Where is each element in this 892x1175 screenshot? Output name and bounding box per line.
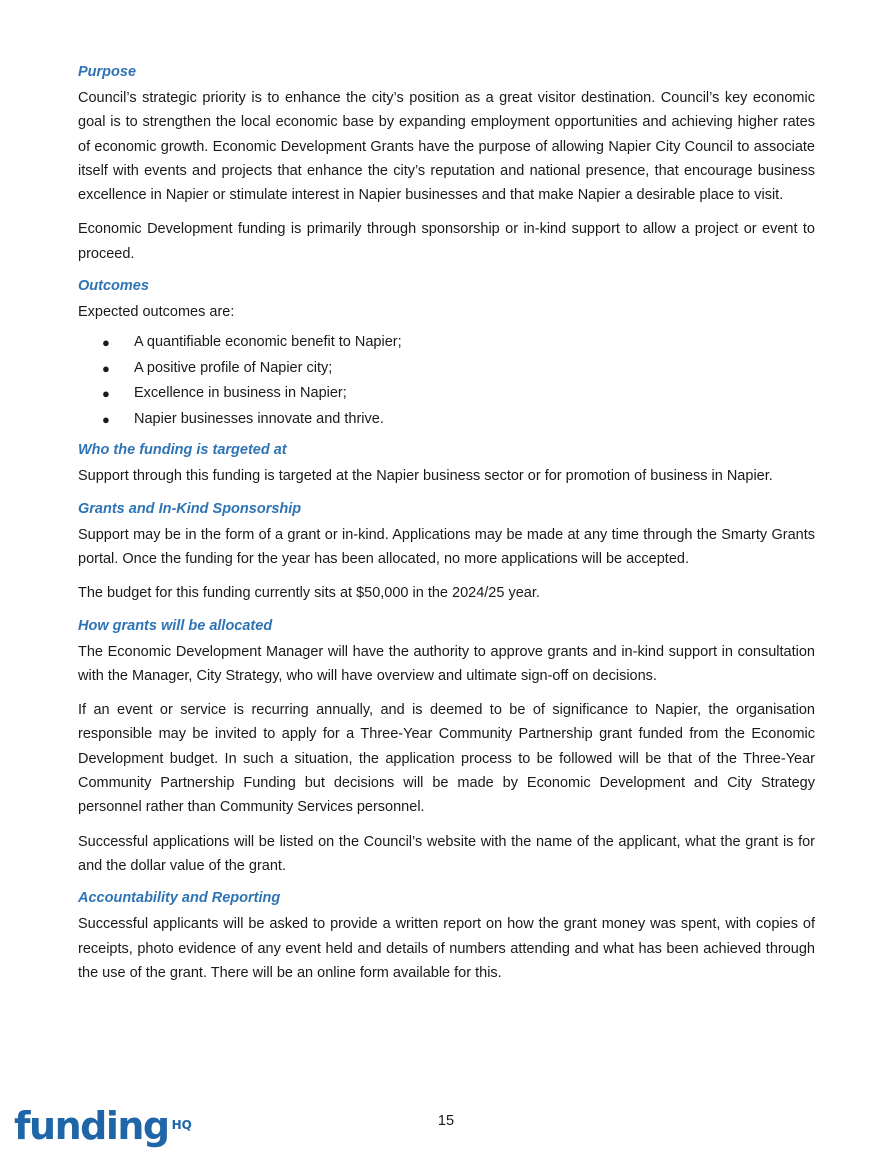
targeted-paragraph-1: Support through this funding is targeted at the Napier business sector or for promotion of business in Napier. bbox=[78, 468, 773, 485]
list-item-text: A positive profile of Napier city; bbox=[134, 359, 333, 376]
section-grants bbox=[78, 499, 815, 606]
grants-heading: Grants and In-Kind Sponsorship bbox=[78, 500, 302, 517]
outcomes-heading: Outcomes bbox=[78, 278, 149, 295]
accountability-paragraph-1: Successful applicants will be asked to provide a written report on how the grant money was spent, with copies of receipts, photo evidence of any event held and details of numbers attending and what has been achieved through the use of the grant. There will be an online form available for this. bbox=[78, 916, 815, 981]
grants-paragraph-1: Support may be in the form of a grant or in-kind. Applications may be made at any time through the Smarty Grants portal. Once the funding for the year has been allocated, no more applications will be accepted. bbox=[78, 526, 815, 567]
purpose-paragraph-2: Economic Development funding is primarily through sponsorship or in-kind support to allow a project or event to proceed. bbox=[78, 221, 815, 262]
list-item-text: Napier businesses innovate and thrive. bbox=[134, 410, 384, 427]
outcomes-intro: Expected outcomes are: bbox=[78, 304, 235, 321]
logo-wordmark: funding bbox=[14, 1104, 169, 1148]
allocated-paragraph-1: The Economic Development Manager will have the authority to approve grants and in-kind support in consultation with the Manager, City Strategy, who will have overview and ultimate sign-off on decisions. bbox=[78, 643, 815, 684]
bullet-icon: ● bbox=[102, 411, 110, 427]
bullet-icon: ● bbox=[102, 335, 110, 351]
allocated-paragraph-2: If an event or service is recurring annually, and is deemed to be of significance to Napier, the organisation responsible may be invited to apply for a Three-Year Community Partnership grant funded from the Economic Development budget. In such a situation, the application process to be followed will be that of the Three-Year Community Partnership Funding but decisions will be made by Economic Development and City Strategy personnel rather than Community Services personnel. bbox=[78, 702, 815, 816]
list-item-text: Excellence in business in Napier; bbox=[134, 385, 347, 402]
bullet-icon: ● bbox=[102, 360, 110, 376]
targeted-heading: Who the funding is targeted at bbox=[78, 442, 287, 459]
list-item-text: A quantifiable economic benefit to Napier; bbox=[134, 334, 402, 351]
page-footer bbox=[0, 1100, 892, 1175]
section-outcomes bbox=[78, 276, 815, 432]
list-item bbox=[78, 356, 815, 382]
section-targeted bbox=[78, 440, 815, 488]
section-accountability bbox=[78, 888, 815, 985]
section-allocated bbox=[78, 616, 815, 879]
accountability-heading: Accountability and Reporting bbox=[78, 890, 281, 907]
list-item bbox=[78, 381, 815, 407]
outcomes-list bbox=[78, 330, 815, 432]
funding-hq-logo bbox=[14, 1102, 192, 1150]
logo-superscript: HQ bbox=[171, 1118, 192, 1132]
document-page bbox=[78, 62, 815, 995]
page-number: 15 bbox=[437, 1113, 455, 1129]
purpose-paragraph-1: Council’s strategic priority is to enhance the city’s position as a great visitor destination. Council’s key economic goal is to strengthen the local economic base by expanding employment opportunities and achieving higher rates of economic growth. Economic Development Grants have the purpose of allowing Napier City Council to associate itself with events and projects that enhance the city’s reputation and national presence, that encourage business excellence in Napier or stimulate interest in Napier businesses and that make Napier a desirable place to visit. bbox=[78, 90, 815, 204]
purpose-heading: Purpose bbox=[78, 64, 137, 80]
allocated-paragraph-3: Successful applications will be listed on the Council’s website with the name of the applicant, what the grant is for and the dollar value of the grant. bbox=[78, 833, 815, 874]
bullet-icon: ● bbox=[102, 386, 110, 402]
allocated-heading: How grants will be allocated bbox=[78, 617, 273, 634]
section-purpose bbox=[78, 62, 815, 266]
list-item bbox=[78, 330, 815, 356]
grants-paragraph-2: The budget for this funding currently sits at $50,000 in the 2024/25 year. bbox=[78, 585, 540, 602]
list-item bbox=[78, 407, 815, 433]
